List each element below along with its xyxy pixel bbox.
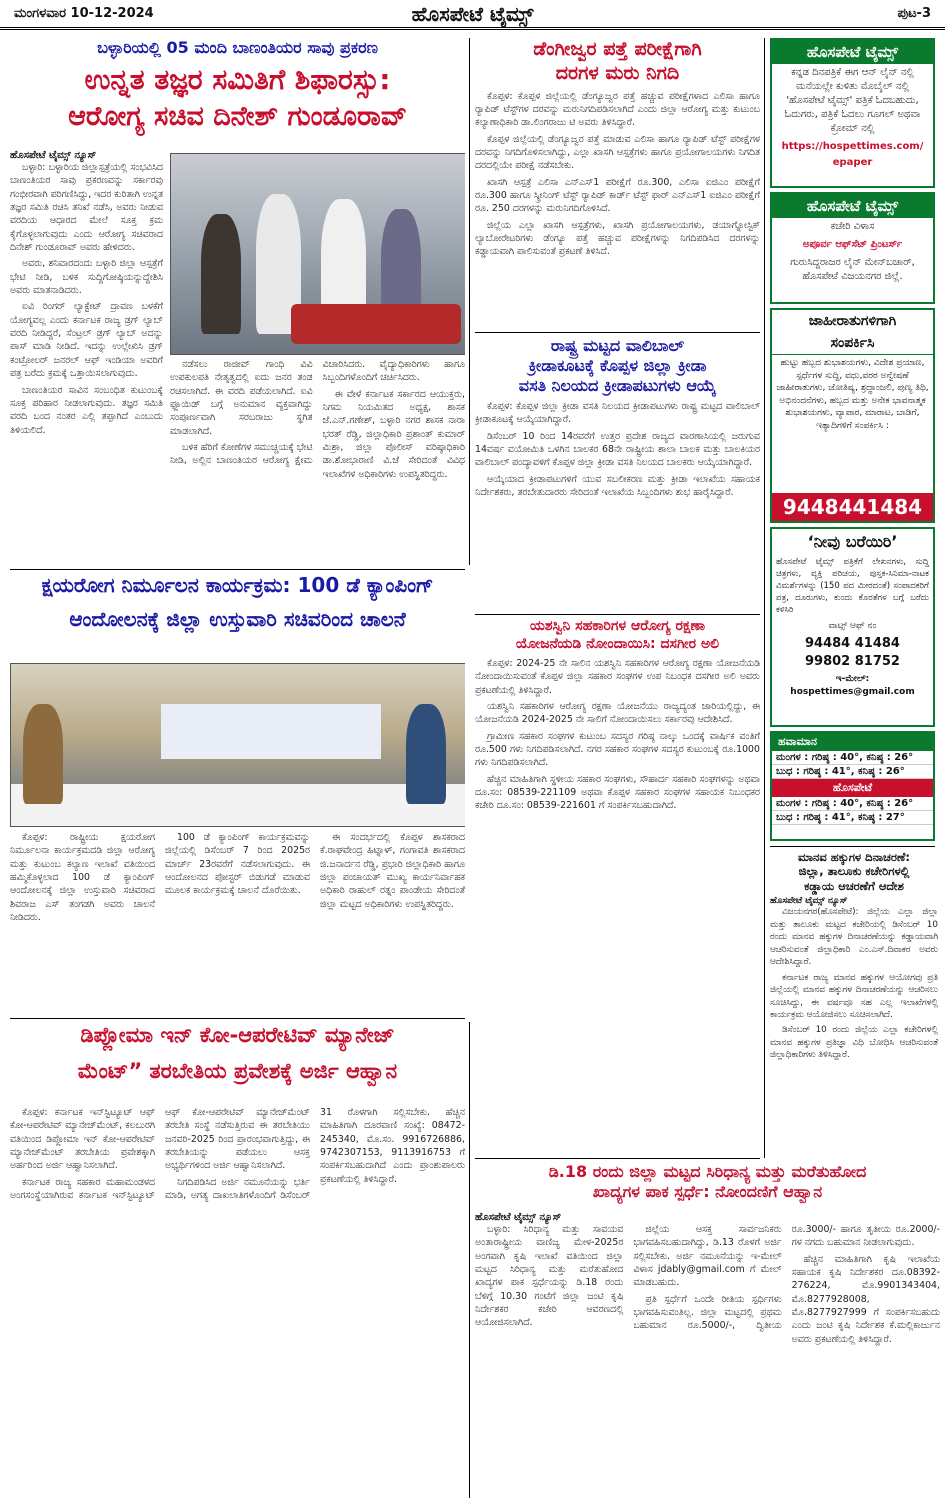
story4-headline-1: ಯಶಸ್ವಿನಿ ಸಹಕಾರಿಗಳ ಆರೋಗ್ಯ ರಕ್ಷಣಾ [529, 618, 706, 634]
ad2-title: ಹೊಸಪೇಟೆ ಟೈಮ್ಸ್ [772, 194, 933, 218]
write-phone-1: 94484 41484 [805, 636, 900, 652]
contact-phone: 9448441484 [772, 493, 933, 521]
story3-headline-1: ರಾಷ್ಟ್ರ ಮಟ್ಟದ ವಾಲಿಬಾಲ್ [550, 336, 685, 355]
story7-body: ಬಳ್ಳಾರಿ: ಸಿರಿಧಾನ್ಯ ಮತ್ತು ಸಾವಯವ ಅಂತಾರಾಷ್ಟ್ರೀಯ ವಾಣಿಜ್ಯ ಮೇಳ-2025ರ ಅಂಗವಾಗಿ ಕೃಷಿ ಇಲಾಖೆ ವತಿಯಿಂದ ಜಿಲ್ಲಾ ಮಟ್ಟದ ಸಿರಿಧಾನ್ಯ ಮತ್ತು ಮರೆತುಹೋದ ಖಾದ್ಯಗಳ ಪಾಕ ಸ್ಪರ್ಧೆಯನ್ನು ಡಿ.18 ರಂದು ಬೆಳಿಗ್ಗೆ 10.30 ಗಂಟೆಗೆ ಜಿಲ್ಲಾ ಜಂಟಿ ಕೃಷಿ ನಿರ್ದೇಶಕರ ಕಚೇರಿ ಆವರಣದಲ್ಲಿ ಆಯೋಜಿಸಲಾಗಿದೆ. ಜಿಲ್ಲೆಯ ಆಸಕ್ತ ಸಾರ್ವಜನಿಕರು ಭಾಗವಹಿಸಬಹುದಾಗಿದ್ದು, ಡಿ.13 ರೊಳಗೆ ಅರ್ಜಿ ಸಲ್ಲಿಸಬೇಕು. ಅರ್ಜಿ ನಮೂನೆಯನ್ನು ಇ-ಮೇಲ್ ವಿಳಾಸ jdably@gmail.com ಗೆ ಮೇಲ್ ಮಾಡಬಹುದು. ಪ್ರತಿ ಸ್ಪರ್ಧೆಗೆ ಒಂದೇ ರೀತಿಯ ಸ್ಪರ್ಧಿಗಳು ಭಾಗವಹಿಸುವಂತಿಲ್ಲ. ಜಿಲ್ಲಾ ಮಟ್ಟದಲ್ಲಿ ಪ್ರಥಮ ಬಹುಮಾನ ರೂ.5000/-, ದ್ವಿತೀಯ ರೂ.3000/- ಹಾಗೂ ತೃತೀಯ ರೂ.2000/-ಗಳ ನಗದು ಬಹುಮಾನ ನೀಡಲಾಗುವುದು. ಹೆಚ್ಚಿನ ಮಾಹಿತಿಗಾಗಿ ಕೃಷಿ ಇಲಾಖೆಯ ಸಹಾಯಕ ಕೃಷಿ ನಿರ್ದೇಶಕರ ದೂ.08392-276224, ಮೊ.9901343404, ಮೊ.8277928008, ಮೊ.8277927999 ಗೆ ಸಂಪರ್ಕಿಸಬಹುದು ಎಂದು ಜಂಟಿ ಕೃಷಿ ನಿರ್ದೇಶಕ ಕೆ.ಮಲ್ಲಿಕಾರ್ಜುನ ಅವರು ಪ್ರಕಟಣೆಯಲ್ಲಿ ತಿಳಿಸಿದ್ದಾರೆ. [475, 1224, 940, 1345]
weather-row: ಮಂಗಳ : ಗರಿಷ್ಠ : 40°, ಕನಿಷ್ಠ : 26° [772, 797, 933, 811]
section-rule [10, 1018, 465, 1019]
masthead [0, 0, 945, 30]
story2-headline-1: ಡೆಂಗೀಜ್ವರ ಪತ್ತೆ ಪರೀಕ್ಷೆಗಾಗಿ [533, 38, 702, 60]
photo-figure [201, 214, 241, 334]
story6-headline-2: ಮೆಂಟ್” ತರಬೇತಿಯ ಪ್ರವೇಶಕ್ಕೆ ಅರ್ಜಿ ಆಹ್ವಾನ [77, 1059, 398, 1083]
ad1-url[interactable]: https://hospettimes.com/ [781, 141, 924, 152]
ad2-press: ಅಪೂರ್ವ ಆಫ್‌ಸೆಟ್ ಪ್ರಿಂಟರ್ಸ್ [802, 239, 903, 250]
ad-epaper [770, 38, 935, 188]
story5-headline-2: ಆಂದೋಲನಕ್ಕೆ ಜಿಲ್ಲಾ ಉಸ್ತುವಾರಿ ಸಚಿವರಿಂದ ಚಾಲನೆ [69, 607, 406, 631]
story2-headline-2: ದರಗಳ ಮರು ನಿಗದಿ [555, 61, 680, 84]
photo-figure [406, 704, 446, 804]
story8-headline-3: ಕಡ್ಡಾಯ ಆಚರಣೆಗೆ ಆದೇಶ [804, 878, 904, 893]
column-rule [469, 38, 470, 565]
photo-banner [161, 704, 381, 759]
story-millet-cooking-contest [475, 1162, 940, 1498]
story5-photo [10, 663, 465, 827]
story8-headline-2: ಜಿಲ್ಲಾ, ತಾಲೂಕು ಕಚೇರಿಗಳಲ್ಲಿ [798, 864, 910, 879]
section-rule [475, 332, 760, 333]
ad-office-address [770, 192, 935, 304]
story2-body: ಕೊಪ್ಪಳ: ಕೊಪ್ಪಳ ಜಿಲ್ಲೆಯಲ್ಲಿ ಡೆಂಗ್ಯೂಜ್ವರ ಪತ್ತೆ ಹಚ್ಚುವ ಪರೀಕ್ಷೆಗಳಾದ ಎಲಿಸಾ ಹಾಗೂ ರ್‍ಯಾಪಿಡ್ ಟೆಸ್ಟ್‌ಗಳ ದರವನ್ನು ಮರುನಿಗದಿಪಡಿಸಲಾಗಿದೆ ಎಂದು ಜಿಲ್ಲಾ ಆರೋಗ್ಯ ಮತ್ತು ಕುಟುಂಬ ಕಲ್ಯಾಣಾಧಿಕಾರಿ ಡಾ.ಲಿಂಗರಾಜು ಟಿ ಅವರು ತಿಳಿಸಿದ್ದಾರೆ. ಕೊಪ್ಪಳ ಜಿಲ್ಲೆಯಲ್ಲಿ ಡೆಂಗ್ಯೂಜ್ವರ ಪತ್ತೆ ಮಾಡುವ ಎಲಿಸಾ ಹಾಗೂ ರ್‍ಯಾಪಿಡ್ ಟೆಸ್ಟ್ ಪರೀಕ್ಷೆಗಳ ದರವನ್ನು ನಿಗದಿಗೊಳಿಸಲಾಗಿದ್ದು, ಎಲ್ಲಾ ಖಾಸಗಿ ಆಸ್ಪತ್ರೆಗಳು ಹಾಗೂ ಪ್ರಯೋಗಾಲಯಗಳು ನಿಗದಿತ ದರದಲ್ಲಿಯೇ ಪರೀಕ್ಷೆ ನಡೆಸಬೇಕು. ಖಾಸಗಿ ಆಸ್ಪತ್ರೆ ಎಲಿಸಾ ಎನ್‌ಎಸ್1 ಪರೀಕ್ಷೆಗೆ ರೂ.300, ಎಲಿಸಾ ಐಜಿಎಂ ಪರೀಕ್ಷೆಗೆ ರೂ.300 ಹಾಗೂ ಸ್ಕ್ರೀನಿಂಗ್ ಟೆಸ್ಟ್ ರ್‍ಯಾಪಿಡ್ ಕಾರ್ಡ್ ಟೆಸ್ಟ್ ಫಾರ್ ಎನ್‌ಎಸ್1 ಐಜಿಎಂ ಪರೀಕ್ಷೆಗೆ ರೂ. 250 ದರಗಳನ್ನು ಮರುನಿಗದಿಗೊಳಿಸಿದೆ. ಜಿಲ್ಲೆಯ ಎಲ್ಲಾ ಖಾಸಗಿ ಆಸ್ಪತ್ರೆಗಳು, ಖಾಸಗಿ ಪ್ರಯೋಗಾಲಯಗಳು, ಡಯಾಗ್ನೋಸ್ಟಿಕ್ ಲ್ಯಾಬೋರೇಟರಿಗಳು ಡೆಂಗ್ಯೂ ಪತ್ತೆ ಹಚ್ಚುವ ಪರೀಕ್ಷೆಗಳನ್ನು ನಿಗದಿಪಡಿಸಿದ ದರಗಳನ್ನು ಕಡ್ಡಾಯವಾಗಿ ಪಾಲಿಸುವಂತೆ ಪ್ರಕಟಣೆ ತಿಳಿಸಿದೆ. [475, 90, 760, 258]
weather-box [770, 731, 935, 841]
story1-byline: ಹೊಸಪೇಟೆ ಟೈಮ್ಸ್ ನ್ಯೂಸ್ [10, 150, 97, 161]
section-rule [10, 569, 465, 570]
weather-title: ಹವಾಮಾನ [772, 733, 933, 751]
contact-text: ಹುಟ್ಟು ಹಬ್ಬದ ಶುಭಾಶಯಗಳು, ವಿದೇಶ ಪ್ರಯಾಣ, ಸ್ಪರ್ಧೆಗಳ ಸುದ್ದಿ, ವಧು,ವರರ ಅನ್ವೇಷಣೆ ಜಾಹೀರಾತುಗಳು, ಜೋತಿಷ್ಯ, ಶ್ರದ್ಧಾಂಜಲಿ, ಪುಣ್ಯ ತಿಥಿ, ಅಭಿನಂದನೆಗಳು, ಹಬ್ಬದ ಮತ್ತು ಅನೇಕ ಭಾವನಾತ್ಮಕ ಶುಭಾಶಯಗಳು, ವ್ಯಾಪಾರ, ಮಾರಾಟ, ಬಾಡಿಗೆ, ಇತ್ಯಾದಿಗಳಿಗೆ ಸಂಪರ್ಕಿಸಿ : [776, 358, 929, 431]
ad1-text: ಕನ್ನಡ ದಿನಪತ್ರಿಕೆ ಈಗ ಆನ್ ಲೈನ್ ನಲ್ಲಿ ಮನೆಯಲ್ಲೇ ಕುಳಿತು ಮೊಬೈಲ್ ನಲ್ಲಿ 'ಹೊಸಪೇಟೆ ಟೈಮ್ಸ್' ಪತ್ರಿಕೆ ಓದಬಹುದು, ಓದುಗರು, ಪತ್ರಿಕೆ ಓದಲು ಗೂಗಲ್ ಅಥವಾ ಕ್ರೋಮ್ ನಲ್ಲಿ [784, 67, 921, 134]
issue-date: ಮಂಗಳವಾರ 10-12-2024 [14, 6, 154, 21]
story3-body: ಕೊಪ್ಪಳ: ಕೊಪ್ಪಳ ಜಿಲ್ಲಾ ಕ್ರೀಡಾ ವಸತಿ ನಿಲಯದ ಕ್ರೀಡಾಪಟುಗಳು ರಾಷ್ಟ್ರ ಮಟ್ಟದ ವಾಲಿಬಾಲ್ ಕ್ರೀಡಾಕೂಟಕ್ಕೆ ಆಯ್ಕೆಯಾಗಿದ್ದಾರೆ. ಡಿಸೆಂಬರ್ 10 ರಿಂದ 14ರವರೆಗೆ ಉತ್ತರ ಪ್ರದೇಶ ರಾಜ್ಯದ ವಾರಣಾಸಿಯಲ್ಲಿ ಜರುಗುವ 14ವರ್ಷ ವಯೋಮಿತಿ ಒಳಗಿನ ಬಾಲಕರ 68ನೇ ರಾಷ್ಟ್ರೀಯ ಶಾಲಾ ಬಾಲಕ ಮತ್ತು ಬಾಲಕಿಯರ ವಾಲಿಬಾಲ್ ಪಂದ್ಯಾವಳಿಗೆ ಕೊಪ್ಪಳ ಜಿಲ್ಲಾ ಕ್ರೀಡಾ ವಸತಿ ನಿಲಯದ ಬಾಲಕರು ಆಯ್ಕೆಯಾಗಿದ್ದಾರೆ. ಆಯ್ಕೆಯಾದ ಕ್ರೀಡಾಪಟುಗಳಿಗೆ ಯುವ ಸಬಲೀಕರಣ ಮತ್ತು ಕ್ರೀಡಾ ಇಲಾಖೆಯ ಸಹಾಯಕ ನಿರ್ದೇಶಕರು, ತರಬೇತುದಾರರು ಸೇರಿದಂತೆ ಇಲಾಖೆಯ ಸಿಬ್ಬಂದಿಗಳು ಶುಭ ಹಾರೈಸಿದ್ದಾರೆ. [475, 401, 760, 499]
story-yeshasvini-scheme [475, 618, 760, 1158]
story-maternal-deaths [10, 38, 465, 558]
story7-headline-2: ಖಾದ್ಯಗಳ ಪಾಕ ಸ್ಪರ್ಧೆ: ನೋಂದಣಿಗೆ ಆಹ್ವಾನ [592, 1182, 823, 1201]
page-number: ಪುಟ-3 [897, 6, 931, 21]
write-title: ‘ನೀವು ಬರೆಯಿರಿ’ [772, 529, 933, 555]
story6-headline-1: ಡಿಪ್ಲೋಮಾ ಇನ್ ಕೋ-ಆಪರೇಟಿವ್ ಮ್ಯಾನೇಜ್ [80, 1023, 395, 1047]
story8-headline-1: ಮಾನವ ಹಕ್ಕುಗಳ ದಿನಾಚರಣೆ: [798, 850, 910, 864]
ad1-title: ಹೊಸಪೇಟೆ ಟೈಮ್ಸ್ [772, 40, 933, 64]
story8-byline: ಹೊಸಪೇಟೆ ಟೈಮ್ಸ್ ನ್ಯೂಸ್ [770, 896, 848, 907]
newspaper-title: ಹೊಸಪೇಟೆ ಟೈಮ್ಸ್ [411, 2, 534, 26]
write-text: ಹೊಸಪೇಟೆ ಟೈಮ್ಸ್ ಪತ್ರಿಕೆಗೆ ಲೇಖನಗಳು, ಸುದ್ದಿ ಚಿತ್ರಗಳು, ವ್ಯಕ್ತಿ ಪರಿಚಯ, ಪುಸ್ತಕ-ಸಿನಿಮಾ-ನಾಟಕ ವಿಮರ್ಶೆಗಳನ್ನು (150 ಪದ ಮೀರದಂತೆ) ಸಂಪಾದಕರಿಗೆ ಪತ್ರ, ದೂರುಗಳು, ಕುಂದು ಕೊರತೆಗಳ ಬಗ್ಗೆ ಬರೆದು ಕಳಿಸಿರಿ [776, 557, 929, 615]
section-rule [475, 1158, 760, 1159]
contact-title-1: ಜಾಹೀರಾತುಗಳಿಗಾಗಿ [772, 310, 933, 332]
story1-kicker: ಬಳ್ಳಾರಿಯಲ್ಲಿ 05 ಮಂದಿ ಬಾಣಂತಿಯರ ಸಾವು ಪ್ರಕರಣ [97, 38, 378, 57]
write-phone-2: 99802 81752 [805, 654, 900, 670]
ad-write-to-us [770, 527, 935, 727]
story1-body-col1: ಬಳ್ಳಾರಿ: ಬಳ್ಳಾರಿಯ ಜಿಲ್ಲಾಸ್ಪತ್ರೆಯಲ್ಲಿ ಸಂಭವಿಸಿದ ಬಾಣಂತಿಯರ ಸಾವು ಪ್ರಕರಣವನ್ನು ಸರ್ಕಾರವು ಗಂಭೀರವಾಗಿ ಪರಿಗಣಿಸಿದ್ದು, ಇದರ ಕುರಿತಾಗಿ ಉನ್ನತ ತಜ್ಞರ ಸಮಿತಿ ರಚಿಸಿ ತನಿಖೆ ನಡೆಸಿ, ಅವರು ನೀಡುವ ವರದಿಯ ಆಧಾರದ ಮೇಲೆ ಸೂಕ್ತ ಕ್ರಮ ಕೈಗೊಳ್ಳಲಾಗುವುದು ಎಂದು ಆರೋಗ್ಯ ಸಚಿವರಾದ ದಿನೇಶ್ ಗುಂಡೂರಾವ್ ಅವರು ಹೇಳಿದರು. ಅವರು, ಶನಿವಾರದಂದು ಬಳ್ಳಾರಿ ಜಿಲ್ಲಾ ಆಸ್ಪತ್ರೆಗೆ ಭೇಟಿ ನೀಡಿ, ಬಳಿಕ ಸುದ್ದಿಗೋಷ್ಠಿಯನ್ನುದ್ದೇಶಿಸಿ ಅವರು ಮಾತನಾಡಿದರು. ಐವಿ ರಿಂಗರ್ ಲ್ಯಾಕ್ಟೇಟ್ ದ್ರಾವಣ ಬಳಕೆಗೆ ಯೋಗ್ಯವಲ್ಲ ಎಂದು ಕರ್ನಾಟಕ ರಾಜ್ಯ ಡ್ರಗ್ ಲ್ಯಾಬ್ ವರದಿ ನೀಡಿದ್ದರೆ, ಸೆಂಟ್ರಲ್ ಡ್ರಗ್ ಲ್ಯಾಬ್ ಅದನ್ನು ಪಾಸ್ ಮಾಡಿ ನೀಡಿದೆ. ಇದನ್ನು ಉಲ್ಲೇಖಿಸಿ ಡ್ರಗ್ ಕಂಟ್ರೋಲರ್ ಜನರಲ್ ಆಫ್ ಇಂಡಿಯಾ ಅವರಿಗೆ ಪತ್ರ ಬರೆದು ಕ್ರಮಕ್ಕೆ ಒತ್ತಾಯಿಸಲಾಗುವುದು. ಬಾಣಂತಿಯರ ಸಾವಿನ ಸಂಬಂಧಿತ ಕುಟುಂಬಕ್ಕೆ ಸೂಕ್ತ ಪರಿಹಾರ ನೀಡಲಾಗುವುದು. ತಜ್ಞರ ಸಮಿತಿ ವರದಿ ಬಂದ ನಂತರ ಎಲ್ಲಿ ತಪ್ಪಾಗಿದೆ ಎಂಬುದು ತಿಳಿಯಲಿದೆ. [10, 162, 163, 436]
story-volleyball-selection [475, 336, 760, 612]
column-rule [764, 38, 765, 1158]
story1-photo [170, 153, 465, 355]
story-tb-campaign [10, 573, 465, 1015]
story-diploma-cooperative [10, 1022, 465, 1498]
story-human-rights-day [770, 850, 938, 1155]
story7-headline-1: ಡಿ.18 ರಂದು ಜಿಲ್ಲಾ ಮಟ್ಟದ ಸಿರಿಧಾನ್ಯ ಮತ್ತು ಮರೆತುಹೋದ [548, 1162, 867, 1181]
photo-bed [291, 304, 461, 344]
section-rule [770, 846, 935, 847]
story4-body: ಕೊಪ್ಪಳ: 2024-25 ನೇ ಸಾಲಿನ ಯಶಸ್ವಿನಿ ಸಹಕಾರಿಗಳ ಆರೋಗ್ಯ ರಕ್ಷಣಾ ಯೋಜನೆಯಡಿ ನೋಂದಾಯಿಸುವಂತೆ ಕೊಪ್ಪಳ ಜಿಲ್ಲಾ ಸಹಕಾರ ಸಂಘಗಳ ಉಪ ನಿಬಂಧಕ ದಸಗೀರ ಅಲಿ ಅವರು ಪ್ರಕಟಣೆಯಲ್ಲಿ ತಿಳಿಸಿದ್ದಾರೆ. ಯಶಸ್ವಿನಿ ಸಹಕಾರಿಗಳ ಆರೋಗ್ಯ ರಕ್ಷಣಾ ಯೋಜನೆಯು ರಾಜ್ಯದ್ಯಂತ ಜಾರಿಯಲ್ಲಿದ್ದು, ಈ ಯೋಜನೆಯಡಿ 2024-2025 ನೇ ಸಾಲಿಗೆ ನೋಂದಾಯಿಸಲು ಸರ್ಕಾರವು ಆದೇಶಿಸಿದೆ. ಗ್ರಾಮೀಣ ಸಹಕಾರ ಸಂಘಗಳ ಕುಟುಂಬ ಸದಸ್ಯರ ಗರಿಷ್ಠ ನಾಲ್ಕು ಒಂದಕ್ಕೆ ವಾರ್ಷಿಕ ವಂತಿಗೆ ರೂ.500 ಗಳು ನಿಗದಿಪಡಿಸಲಾಗಿದೆ. ನಗರ ಸಹಕಾರ ಸಂಘಗಳ ಸದಸ್ಯರ ಕುಟುಂಬಕ್ಕೆ ರೂ.1000 ಗಳು ನಿಗದಿಪಡಿಸಲಾಗಿದೆ. ಹೆಚ್ಚಿನ ಮಾಹಿತಿಗಾಗಿ ಸ್ಥಳೀಯ ಸಹಕಾರ ಸಂಘಗಳು, ಸೌಹಾರ್ದ ಸಹಕಾರಿ ಸಂಘಗಳನ್ನು ಅಥವಾ ದೂ.ಸಂ: 08539-221109 ಅಥವಾ ಕೊಪ್ಪಳ ಸಹಕಾರ ಸಂಘಗಳ ಸಹಾಯಕ ನಿಬಂಧಕರ ಕಚೇರಿ ದೂ.ಸಂ: 08539-221601 ಗೆ ಸಂಪರ್ಕಿಸಬಹುದಾಗಿದೆ. [475, 658, 760, 812]
write-whatsapp: ವಾಟ್ಸ್ ಆಫ್ ನಂ [828, 621, 877, 632]
photo-figure [23, 704, 63, 804]
photo-table [11, 784, 465, 826]
weather-row: ಬುಧ : ಗರಿಷ್ಠ : 41°, ಕನಿಷ್ಠ : 26° [772, 765, 933, 779]
weather-row: ಮಂಗಳ : ಗರಿಷ್ಠ : 40°, ಕನಿಷ್ಠ : 26° [772, 751, 933, 765]
story3-headline-3: ವಸತಿ ನಿಲಯದ ಕ್ರೀಡಾಪಟುಗಳು ಆಯ್ಕೆ [518, 376, 717, 395]
write-email[interactable]: ಇ-ಮೇಲ್: hospettimes@gmail.com [790, 674, 915, 698]
story5-body: ಕೊಪ್ಪಳ: ರಾಷ್ಟ್ರೀಯ ಕ್ಷಯರೋಗ ನಿರ್ಮೂಲನಾ ಕಾರ್ಯಕ್ರಮದಡಿ ಜಿಲ್ಲಾ ಆರೋಗ್ಯ ಮತ್ತು ಕುಟುಂಬ ಕಲ್ಯಾಣ ಇಲಾಖೆ ವತಿಯಿಂದ ಹಮ್ಮಿಕೊಳ್ಳಲಾದ 100 ಡೆ ಕ್ಯಾಂಪಿಂಗ್ ಆಂದೋಲನಕ್ಕೆ ಜಿಲ್ಲಾ ಉಸ್ತುವಾರಿ ಸಚಿವರಾದ ಶಿವರಾಜ ಎಸ್ ತಂಗಡಗಿ ಅವರು ಚಾಲನೆ ನೀಡಿದರು. 100 ಡೆ ಕ್ಯಾಂಪಿಂಗ್ ಕಾರ್ಯಕ್ರಮವನ್ನು ಜಿಲ್ಲೆಯಲ್ಲಿ ಡಿಸೆಂಬರ್ 7 ರಿಂದ 2025ರ ಮಾರ್ಚ್ 23ರವರೆಗೆ ನಡೆಸಲಾಗುವುದು. ಈ ಆಂದೋಲನದ ಪೋಸ್ಟರ್ ಬಿಡುಗಡೆ ಮಾಡುವ ಮೂಲಕ ಕಾರ್ಯಕ್ರಮಕ್ಕೆ ಚಾಲನೆ ದೊರೆಯಿತು. ಈ ಸಂದರ್ಭದಲ್ಲಿ ಕೊಪ್ಪಳ ಶಾಸಕರಾದ ಕೆ.ರಾಘವೇಂದ್ರ ಹಿಟ್ನಾಳ್, ಗಂಗಾವತಿ ಶಾಸಕರಾದ ಜಿ.ಜನಾರ್ದನ ರೆಡ್ಡಿ, ಪ್ರಭಾರಿ ಜಿಲ್ಲಾಧಿಕಾರಿ ಹಾಗೂ ಜಿಲ್ಲಾ ಪಂಚಾಯತ್ ಮುಖ್ಯ ಕಾರ್ಯನಿರ್ವಾಹಕ ಅಧಿಕಾರಿ ರಾಹುಲ್ ರತ್ನಂ ಪಾಂಡೇಯ ಸೇರಿದಂತೆ ಜಿಲ್ಲಾ ಮಟ್ಟದ ಅಧಿಕಾರಿಗಳು ಉಪಸ್ಥಿತರಿದ್ದರು. [10, 832, 465, 924]
story7-byline: ಹೊಸಪೇಟೆ ಟೈಮ್ಸ್ ನ್ಯೂಸ್ [475, 1212, 562, 1223]
contact-title-2: ಸಂಪರ್ಕಿಸಿ [772, 332, 933, 355]
section-rule [475, 614, 760, 615]
ad2-sub: ಕಚೇರಿ ವಿಳಾಸ [830, 221, 875, 232]
story4-headline-2: ಯೋಜನೆಯಡಿ ನೋಂದಾಯಿಸಿ: ದಸಗೀರ ಅಲಿ [515, 635, 720, 652]
column-rule [469, 1022, 470, 1498]
story1-headline-1: ಉನ್ನತ ತಜ್ಞರ ಸಮಿತಿಗೆ ಶಿಫಾರಸ್ಸು: [84, 63, 391, 96]
story3-headline-2: ಕ್ರೀಡಾಕೂಟಕ್ಕೆ ಕೊಪ್ಪಳ ಜಿಲ್ಲಾ ಕ್ರೀಡಾ [528, 356, 707, 375]
story6-body: ಕೊಪ್ಪಳ: ಕರ್ನಾಟಕ ಇನ್‌ಸ್ಟಿಟ್ಯೂಟ್ ಆಫ್ ಕೋ-ಆಪರೇಟಿವ್ ಮ್ಯಾನೇಜ್‌ಮೆಂಟ್, ಕಲಬುರಗಿ ವತಿಯಿಂದ ಡಿಪ್ಲೋಮಾ ಇನ್ ಕೋ-ಆಪರೇಟಿವ್ ಮ್ಯಾನೇಜ್‌ಮೆಂಟ್ ತರಬೇತಿಯ ಪ್ರವೇಶಕ್ಕಾಗಿ ಅರ್ಹರಿಂದ ಅರ್ಜಿ ಆಹ್ವಾನಿಸಲಾಗಿದೆ. ಕರ್ನಾಟಕ ರಾಜ್ಯ ಸಹಕಾರ ಮಹಾಮಂಡಳದ ಅಂಗಸಂಸ್ಥೆಯಾಗಿರುವ ಕರ್ನಾಟಕ ಇನ್‌ಸ್ಟಿಟ್ಯೂಟ್ ಆಫ್ ಕೋ-ಆಪರೇಟಿವ್ ಮ್ಯಾನೇಜ್‌ಮೆಂಟ್ ತರಬೇತಿ ಸಂಸ್ಥೆ ನಡೆಸುತ್ತಿರುವ ಈ ತರಬೇತಿಯು ಜನವರಿ-2025 ರಿಂದ ಪ್ರಾರಂಭವಾಗುತ್ತಿದ್ದು, ಈ ತರಬೇತಿಯನ್ನು ಪಡೆಯಲು ಆಸಕ್ತ ಅಭ್ಯರ್ಥಿಗಳಿಂದ ಅರ್ಜಿ ಆಹ್ವಾನಿಸಲಾಗಿದೆ. ನಿಗದಿಪಡಿಸಿದ ಅರ್ಜಿ ನಮೂನೆಯನ್ನು ಭರ್ತಿ ಮಾಡಿ, ಅಗತ್ಯ ದಾಖಲಾತಿಗಳೊಂದಿಗೆ ಡಿಸೆಂಬರ್ 31 ರೊಳಗಾಗಿ ಸಲ್ಲಿಸಬೇಕು. ಹೆಚ್ಚಿನ ಮಾಹಿತಿಗಾಗಿ ದೂರವಾಣಿ ಸಂಖ್ಯೆ: 08472-245340, ಮೊ.ಸಂ. 9916726886, 9742307153, 9113916753 ಗೆ ಸಂಪರ್ಕಿಸಬಹುದಾಗಿದೆ ಎಂದು ಪ್ರಾಂಶುಪಾಲರು ಪ್ರಕಟಣೆಯಲ್ಲಿ ತಿಳಿಸಿದ್ದಾರೆ. [10, 1107, 465, 1202]
story5-headline-1: ಕ್ಷಯರೋಗ ನಿರ್ಮೂಲನ ಕಾರ್ಯಕ್ರಮ: 100 ಡೆ ಕ್ಯಾಂಪಿಂಗ್ [41, 573, 434, 597]
weather-city: ಹೊಸಪೇಟೆ [772, 779, 933, 797]
story1-headline-2: ಆರೋಗ್ಯ ಸಚಿವ ದಿನೇಶ್ ಗುಂಡೂರಾವ್ [68, 101, 407, 132]
ad-contact [770, 308, 935, 523]
story1-body-cols: ನಡೆಸಲು ರಾಜೀವ್ ಗಾಂಧಿ ವಿವಿ ಉಪಕುಲಪತಿ ನೇತೃತ್ವದಲ್ಲಿ ಐದು ಜನರ ತಂಡ ರಚಿಸಲಾಗಿದೆ. ಈ ವರದಿ ಪಡೆಯಲಾಗಿದೆ. ಐವಿ ಫ್ಲೂಯಿಡ್ ಬಗ್ಗೆ ಅನುಮಾನ ವ್ಯಕ್ತವಾಗಿದ್ದು ಸಂಪೂರ್ಣವಾಗಿ ಸರಬರಾಜು ಸ್ಥಗಿತ ಮಾಡಲಾಗಿದೆ. ಬಳಿಕ ಹೆರಿಗೆ ಕೋಣೆಗಳ ಸಮುಚ್ಚಯಕ್ಕೆ ಭೇಟಿ ನೀಡಿ, ಅಲ್ಲಿನ ಬಾಣಂತಿಯರ ಆರೋಗ್ಯ ಕ್ಷೇಮ ವಿಚಾರಿಸಿದರು. ವೈದ್ಯಾಧಿಕಾರಿಗಳು ಹಾಗೂ ಸಿಬ್ಬಂದಿಗಳೊಂದಿಗೆ ಚರ್ಚಿಸಿದರು. ಈ ವೇಳೆ ಕರ್ನಾಟಕ ಸರ್ಕಾರದ ಆಯುಕ್ತರು, ನಿಗಮ ನಿಯಮಿತದ ಅಧ್ಯಕ್ಷ, ಶಾಸಕ ಜೆ.ಎನ್.ಗಣೇಶ್, ಬಳ್ಳಾರಿ ನಗರ ಶಾಸಕ ನಾರಾ ಭರತ್ ರೆಡ್ಡಿ, ಜಿಲ್ಲಾಧಿಕಾರಿ ಪ್ರಶಾಂತ್ ಕುಮಾರ್ ಮಿಶ್ರಾ, ಜಿಲ್ಲಾ ಪೊಲೀಸ್ ವರಿಷ್ಠಾಧಿಕಾರಿ ಡಾ.ಶೋಭಾರಾಣಿ ವಿ.ಜೆ ಸೇರಿದಂತೆ ವಿವಿಧ ಇಲಾಖೆಗಳ ಅಧಿಕಾರಿಗಳು ಉಪಸ್ಥಿತರಿದ್ದರು. [170, 359, 465, 480]
ad2-address: ಗುರುಸಿದ್ದರಾಜರ ಲೈನ್ ಮೇನ್‌ಬಜಾರ್, ಹೊಸಪೇಟೆ ವಿಜಯನಗರ ಜಿಲ್ಲೆ. [790, 257, 915, 282]
ad1-url-path[interactable]: epaper [832, 157, 873, 168]
story8-body: ವಿಜಯನಗರ(ಹೊಸಪೇಟೆ): ಜಿಲ್ಲೆಯ ಎಲ್ಲಾ ಜಿಲ್ಲಾ ಮತ್ತು ತಾಲೂಕು ಮಟ್ಟದ ಕಚೇರಿಯಲ್ಲಿ ಡಿಸೆಂಬರ್ 10 ರಂದು ಮಾನವ ಹಕ್ಕುಗಳ ದಿನಾಚರಣೆಯನ್ನು ಕಡ್ಡಾಯವಾಗಿ ಆಚರಿಸುವಂತೆ ಜಿಲ್ಲಾಧಿಕಾರಿ ಎಂ.ಎಸ್.ದಿವಾಕರ ಅವರು ಆದೇಶಿಸಿದ್ದಾರೆ. ಕರ್ನಾಟಕ ರಾಜ್ಯ ಮಾನವ ಹಕ್ಕುಗಳ ಆಯೋಗವು ಪ್ರತಿ ಜಿಲ್ಲೆಯಲ್ಲಿ ಮಾನವ ಹಕ್ಕುಗಳ ದಿನಾಚರಣೆಯನ್ನು ಆಚರಿಸಲು ಸೂಚಿಸಿದ್ದು, ಈ ವರ್ಷವೂ ಸಹ ಎಲ್ಲ ಇಲಾಖೆಗಳಲ್ಲಿ ಕಾರ್ಯಕ್ರಮ ಆಯೋಜಿಸಲು ಸೂಚಿಸಲಾಗಿದೆ. ಡಿಸೆಂಬರ್ 10 ರಂದು ಜಿಲ್ಲೆಯ ಎಲ್ಲಾ ಕಚೇರಿಗಳಲ್ಲಿ ಮಾನವ ಹಕ್ಕುಗಳ ಪ್ರತಿಜ್ಞಾ ವಿಧಿ ಬೋಧಿಸಿ ಆಚರಿಸುವಂತೆ ಜಿಲ್ಲಾಧಿಕಾರಿಗಳು ತಿಳಿಸಿದ್ದಾರೆ. [770, 907, 938, 1061]
story-dengue-test-rates [475, 38, 760, 330]
weather-row: ಬುಧ : ಗರಿಷ್ಠ : 41°, ಕನಿಷ್ಠ : 27° [772, 811, 933, 825]
